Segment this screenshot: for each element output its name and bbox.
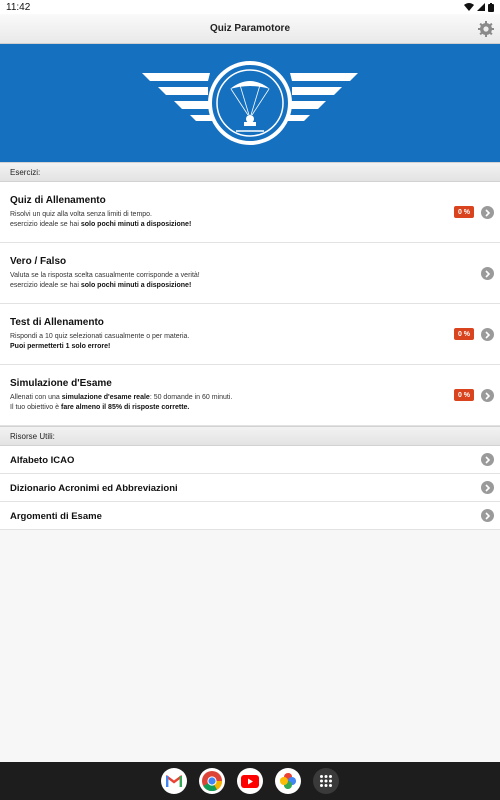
winged-paramotor-logo [140, 59, 360, 147]
section-header-resources [0, 426, 500, 446]
exercise-description: esercizio ideale se hai solo pochi minuti a disposizione! [10, 282, 192, 289]
exercise-description: Allenati con una simulazione d'esame reale: 50 domande in 60 minuti. [10, 394, 233, 401]
resource-title: Argomenti di Esame [10, 511, 102, 522]
progress-badge: 0 % [454, 206, 474, 218]
section-title: Risorse Utili: [10, 431, 55, 441]
exercise-row-quiz-allenamento[interactable] [0, 182, 500, 243]
chevron-right-icon[interactable] [481, 453, 494, 466]
app-bar [0, 14, 500, 44]
exercise-row-simulazione-esame[interactable] [0, 365, 500, 426]
exercise-row-test-allenamento[interactable] [0, 304, 500, 365]
bottom-dock [0, 762, 500, 800]
section-title: Esercizi: [10, 167, 41, 177]
signal-icon [477, 3, 485, 11]
resource-row-alfabeto-icao[interactable] [0, 446, 500, 474]
exercise-description: Rispondi a 10 quiz selezionati casualmente o per materia. [10, 333, 190, 340]
progress-badge: 0 % [454, 389, 474, 401]
app-title: Quiz Paramotore [209, 23, 291, 34]
gmail-icon[interactable] [161, 768, 187, 794]
exercise-description: Valuta se la risposta scelta casualmente corrisponde a verità! [10, 272, 200, 279]
exercise-description: esercizio ideale se hai solo pochi minuti a disposizione! [10, 221, 192, 228]
youtube-icon[interactable] [237, 768, 263, 794]
chevron-right-icon[interactable] [481, 509, 494, 522]
photos-icon[interactable] [275, 768, 301, 794]
resource-row-argomenti-esame[interactable] [0, 502, 500, 530]
exercise-title: Vero / Falso [10, 256, 67, 267]
battery-icon [488, 3, 494, 12]
app-drawer-icon[interactable] [313, 768, 339, 794]
exercise-title: Simulazione d'Esame [10, 378, 112, 389]
exercise-title: Test di Allenamento [10, 317, 104, 328]
section-header-exercises [0, 162, 500, 182]
resource-row-dizionario[interactable] [0, 474, 500, 502]
exercise-description: Il tuo obiettivo è fare almeno il 85% di risposte corrette. [10, 404, 190, 411]
chevron-right-icon[interactable] [481, 328, 494, 341]
wifi-icon [464, 3, 474, 11]
exercise-description: Puoi permetterti 1 solo errore! [10, 343, 111, 350]
resource-title: Alfabeto ICAO [10, 455, 75, 466]
status-bar [0, 0, 500, 14]
app-banner [0, 44, 500, 162]
chrome-icon[interactable] [199, 768, 225, 794]
status-time: 11:42 [6, 1, 31, 13]
gear-icon[interactable] [478, 21, 494, 37]
chevron-right-icon[interactable] [481, 481, 494, 494]
chevron-right-icon[interactable] [481, 206, 494, 219]
progress-badge: 0 % [454, 328, 474, 340]
exercise-row-vero-falso[interactable] [0, 243, 500, 304]
chevron-right-icon[interactable] [481, 389, 494, 402]
exercise-description: Risolvi un quiz alla volta senza limiti di tempo. [10, 211, 153, 218]
system-icons [464, 3, 494, 12]
exercise-title: Quiz di Allenamento [10, 195, 106, 206]
chevron-right-icon[interactable] [481, 267, 494, 280]
resource-title: Dizionario Acronimi ed Abbreviazioni [10, 483, 178, 494]
